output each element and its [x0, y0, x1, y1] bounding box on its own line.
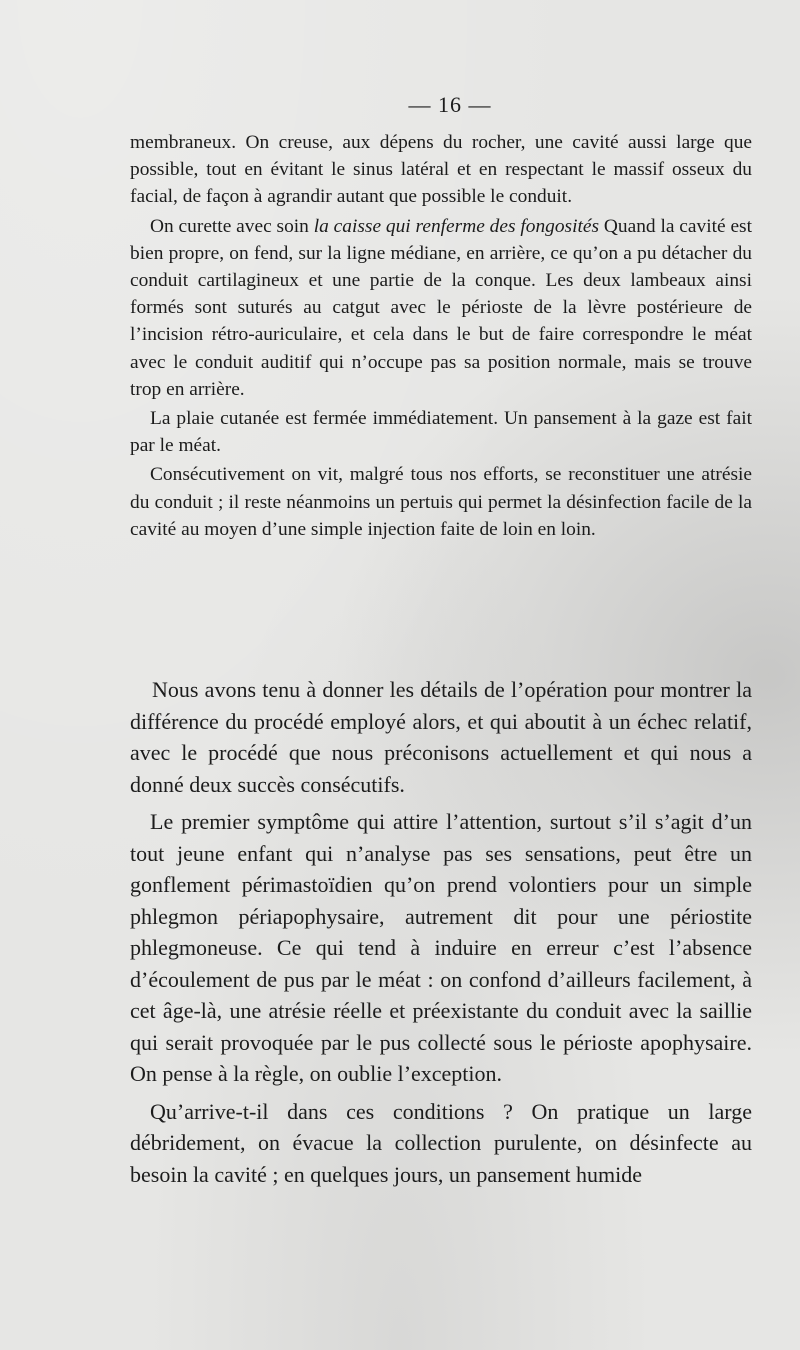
paragraph-premier-symptome: Le premier symptôme qui attire l’attention, surtout s’il s’agit d’un tout jeune enfant qui n’analyse pas ses sensations, peut être un gonflement périmastoïdien qu’on prend volontiers pour un simple phlegmon périapophysaire, autrement dit pour une périostite phlegmoneuse. Ce qui tend à induire en erreur c’est l’absence d’écoulement de pus par le méat : on confond d’ailleurs facilement, à cet âge-là, une atrésie réelle et préexistante du conduit avec la saillie qui serait provoquée par le pus collecté sous le périoste apophysaire. On pense à la règle, on oublie l’exception.	[130, 809, 752, 1086]
paragraph-consecutivement: Consécutivement on vit, malgré tous nos efforts, se reconstituer une atrésie du conduit ; il reste néanmoins un pertuis qui permet la désinfection facile de la cavité au moyen d’une simple injection faite de loin en loin.	[130, 464, 752, 540]
paragraph-curette-start: On curette avec soin	[150, 215, 314, 237]
text-section-small	[130, 129, 752, 543]
paragraph-curette	[130, 213, 752, 403]
page-number: — 16 —	[408, 92, 492, 117]
paragraph-curette-rest: Quand la cavité est bien propre, on fend, sur la ligne médiane, en arrière, ce qu’on a pu détacher du conduit cartilagineux et une partie de la conque. Les deux lambeaux ainsi formés sont suturés au catgut avec le périoste de la lèvre postérieure de l’incision rétro-auriculaire, et cela dans le but de faire correspondre le méat avec le conduit auditif qui n’occupe pas sa position normale, mais se trouve trop en arrière.	[130, 215, 752, 400]
paragraph-nous-avons: Nous avons tenu à donner les détails de l’opération pour montrer la différence du procédé employé alors, et qui aboutit à un échec relatif, avec le procédé que nous préconisons actuellement et qui nous a donné deux succès consécutifs.	[130, 677, 752, 797]
italic-caisse-phrase: la caisse qui renferme des fongosités	[313, 215, 600, 237]
paragraph-membraneux: membraneux. On creuse, aux dépens du rocher, une cavité aussi large que possible, tout en évitant le sinus latéral et en respectant le massif osseux du facial, de façon à agrandir autant que possible le conduit.	[130, 132, 752, 208]
paragraph-qu-arrive: Qu’arrive-t-il dans ces conditions ? On pratique un large débridement, on évacue la collection purulente, on désinfecte au besoin la cavité ; en quelques jours, un pansement humide	[130, 1098, 752, 1187]
text-section-large	[130, 674, 752, 1190]
paragraph-plaie: La plaie cutanée est fermée immédiatement. Un pansement à la gaze est fait par le méat.	[130, 408, 752, 457]
